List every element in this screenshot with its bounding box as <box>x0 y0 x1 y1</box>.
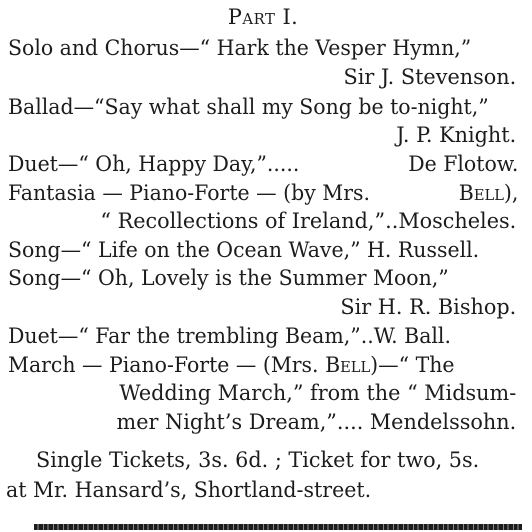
item-title: Song—“ Oh, Lovely is the Summer Moon,” <box>8 266 449 290</box>
program-item-fantasia <box>8 180 526 206</box>
program-item-march-cont-2 <box>0 409 526 435</box>
program-item-solo-chorus <box>8 35 526 61</box>
program-item-duet-happy-day <box>8 151 526 177</box>
tickets-line-2 <box>6 477 526 503</box>
program-item-fantasia-cont <box>0 208 526 234</box>
item-performer: Bell), <box>458 181 519 205</box>
program-item-duet-trembling-beam <box>8 323 526 349</box>
program-item-song-summer-moon <box>8 265 526 291</box>
program-item-ballad-composer <box>0 122 526 148</box>
item-title: March — Piano-Forte — (Mrs. <box>8 353 319 377</box>
item-title: Duet—“ Far the trembling Beam,”..W. Ball. <box>8 324 451 348</box>
item-title: Ballad—“Say what shall my Song be to-night,” <box>8 95 489 119</box>
tickets-venue-text: at Mr. Hansard’s, Shortland-street. <box>6 478 372 502</box>
program-item-march-cont-1 <box>0 380 526 406</box>
item-title-cont: mer Night’s Dream,”.... Mendelssohn. <box>116 410 517 434</box>
tickets-line-1 <box>36 447 526 473</box>
item-title-cont: “ Recollections of Ireland,”..Moscheles. <box>100 209 517 233</box>
item-composer: De Flotow. <box>408 152 519 176</box>
item-title: Duet—“ Oh, Happy Day,”..... <box>8 152 300 176</box>
part-heading <box>0 4 526 30</box>
program-item-march <box>8 352 526 378</box>
item-title: Song—“ Life on the Ocean Wave,” H. Russell. <box>8 238 480 262</box>
item-performer: Bell <box>325 353 371 377</box>
column-rule-divider <box>34 524 522 530</box>
item-title-tail: )—“ The <box>370 353 455 377</box>
item-title-cont: Wedding March,” from the “ Midsum- <box>119 381 517 405</box>
item-title: Fantasia — Piano-Forte — (by Mrs. <box>8 181 370 205</box>
tickets-price-text: Single Tickets, 3s. 6d. ; Ticket for two, 5s. <box>36 448 480 472</box>
item-composer: Sir J. Stevenson. <box>343 65 517 89</box>
program-item-song-summer-moon-composer <box>0 294 526 320</box>
part-heading-text: Part I. <box>227 5 299 29</box>
item-title: Solo and Chorus—“ Hark the Vesper Hymn,” <box>8 36 472 60</box>
program-item-ballad <box>8 94 526 120</box>
program-item-song-ocean-wave <box>8 237 526 263</box>
program-item-solo-chorus-composer <box>0 64 526 90</box>
item-composer: Sir H. R. Bishop. <box>340 295 517 319</box>
item-composer: J. P. Knight. <box>396 123 517 147</box>
